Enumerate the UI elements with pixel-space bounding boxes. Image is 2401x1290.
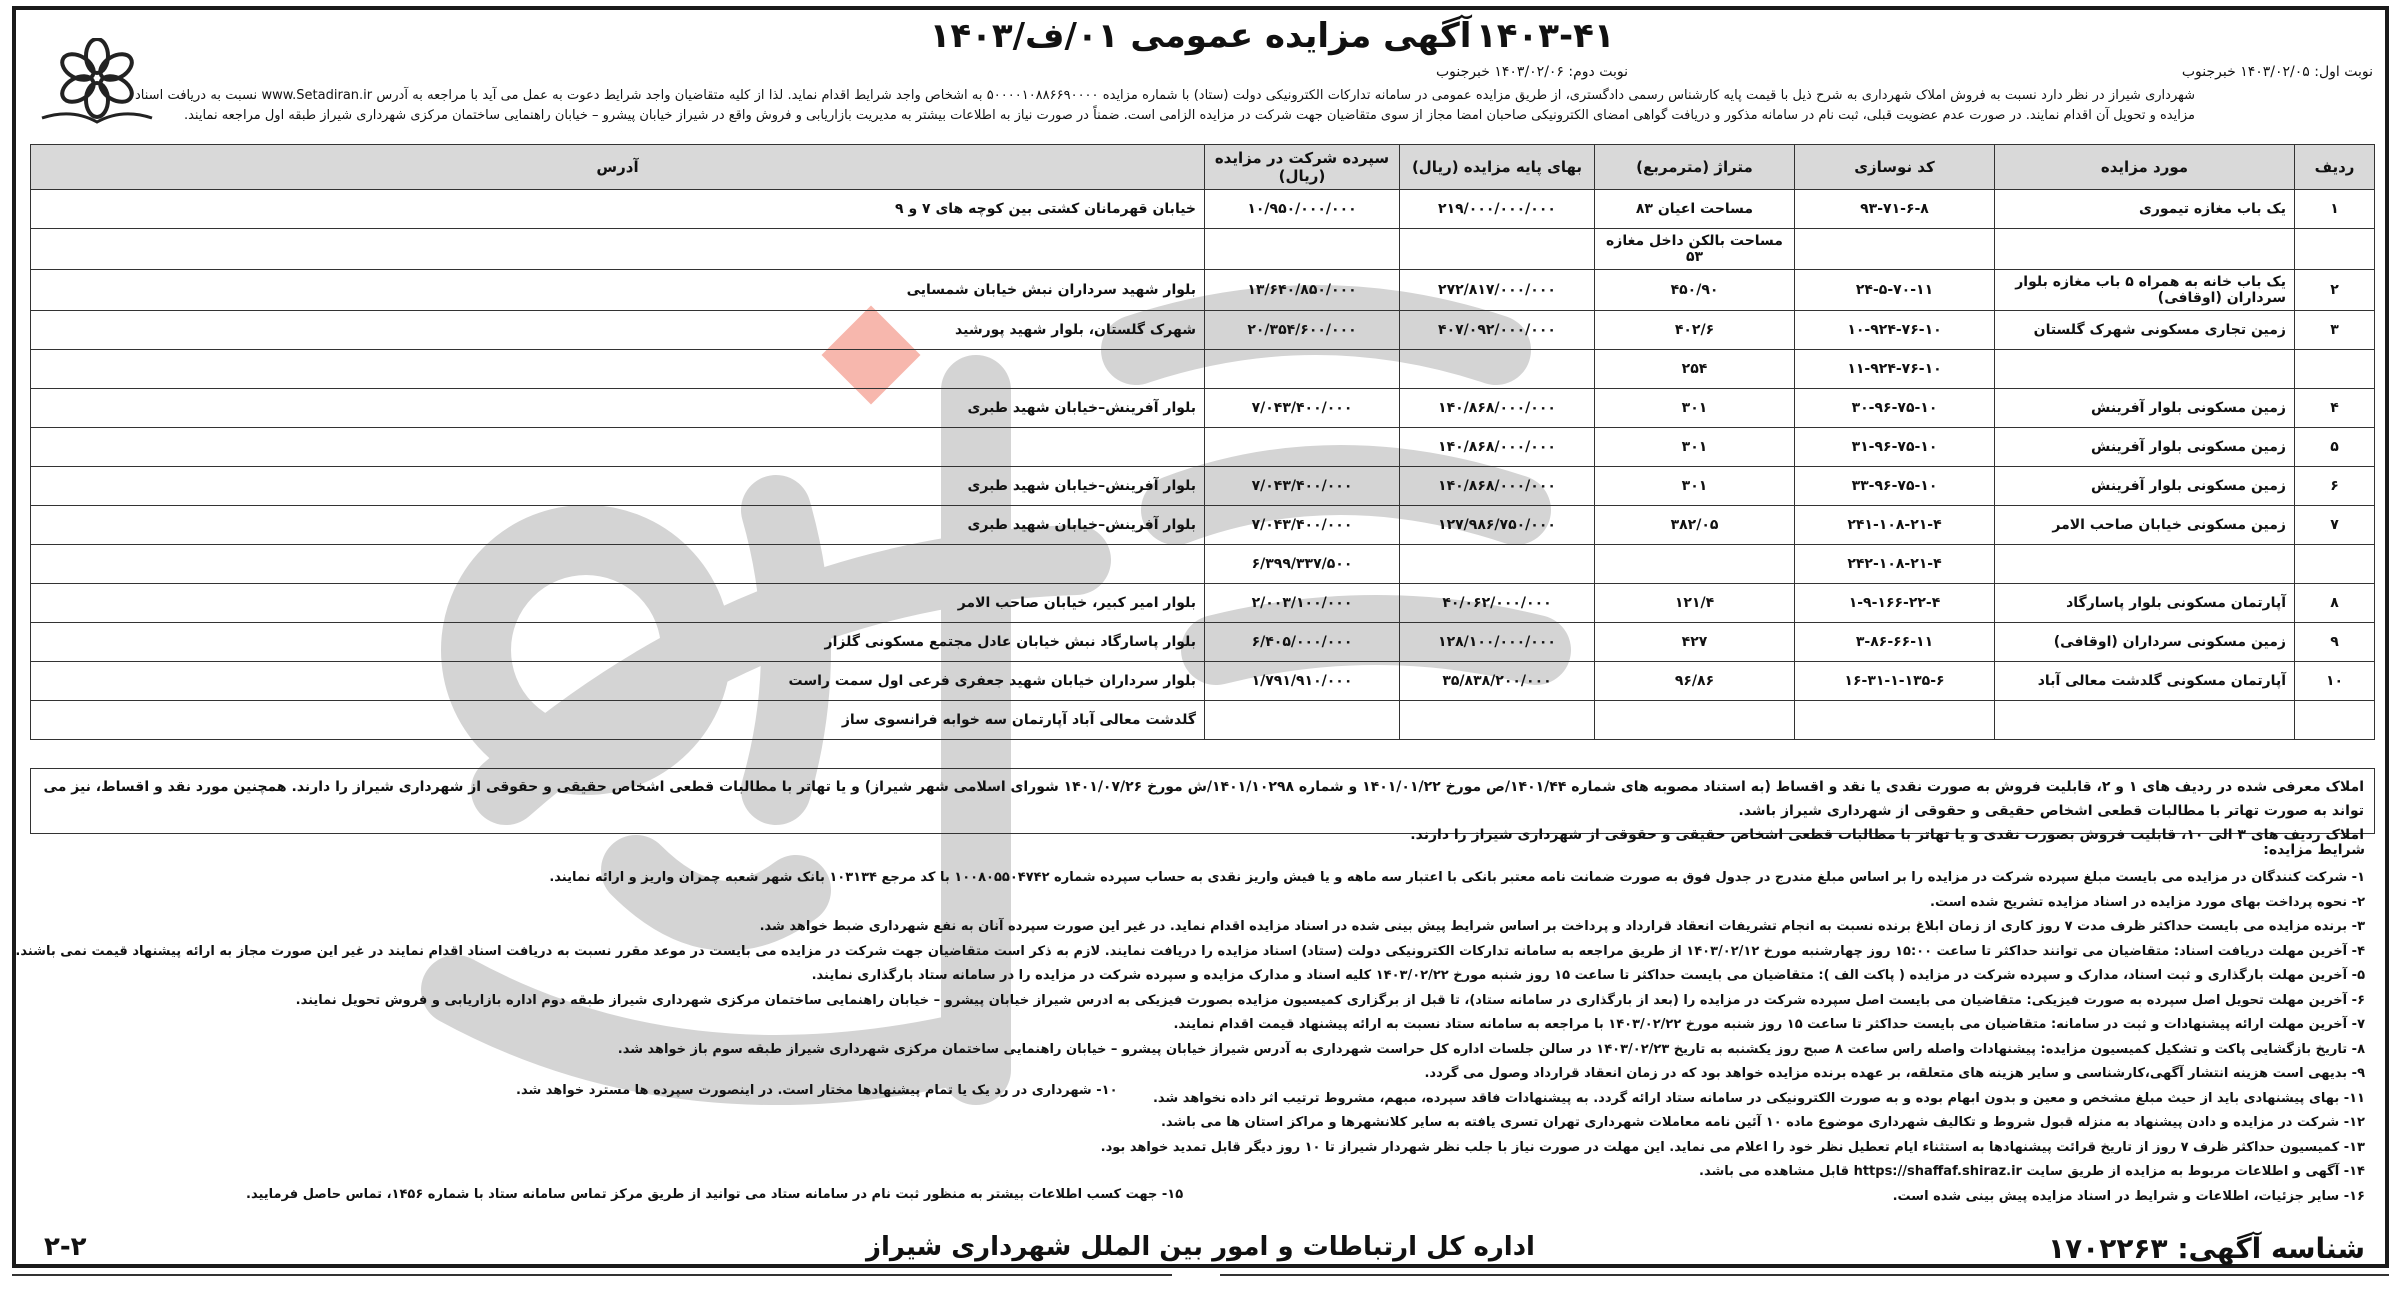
cell-item: یک باب خانه به همراه ۵ باب مغازه بلوار سرداران (اوقافی): [1995, 270, 2295, 311]
table-row: [31, 311, 2375, 350]
cell-address: [31, 428, 1205, 467]
cell-base-price: ۱۲۸/۱۰۰/۰۰۰/۰۰۰: [1400, 623, 1595, 662]
auction-table: [30, 144, 2375, 740]
cell-deposit: ۲۰/۳۵۴/۶۰۰/۰۰۰: [1205, 311, 1400, 350]
cell-area: ۳۰۱: [1595, 389, 1795, 428]
cell-base-price: [1400, 229, 1595, 270]
table-row: [31, 270, 2375, 311]
cell-area: ۹۶/۸۶: [1595, 662, 1795, 701]
header-renovation-code: کد نوسازی: [1795, 145, 1995, 190]
cell-item: آپارتمان مسکونی گلدشت معالی آباد: [1995, 662, 2295, 701]
cell-deposit: [1205, 428, 1400, 467]
cell-item: زمین تجاری مسکونی شهرک گلستان: [1995, 311, 2295, 350]
cell-area: ۳۰۱: [1595, 467, 1795, 506]
cell-address: بلوار سرداران خیابان شهید جعفری فرعی اول سمت راست: [31, 662, 1205, 701]
conditions-list: [15, 866, 2365, 1209]
cell-address: بلوار امیر کبیر، خیابان صاحب الامر: [31, 584, 1205, 623]
cell-base-price: ۱۴۰/۸۶۸/۰۰۰/۰۰۰: [1400, 389, 1595, 428]
table-row: [31, 701, 2375, 740]
cell-item: زمین مسکونی بلوار آفرینش: [1995, 428, 2295, 467]
cell-deposit: [1205, 229, 1400, 270]
cell-base-price: ۱۲۷/۹۸۶/۷۵۰/۰۰۰: [1400, 506, 1595, 545]
header-deposit: سپرده شرکت در مزایده (ریال): [1205, 145, 1400, 190]
intro-paragraph: شهرداری شیراز در نظر دارد نسبت به فروش املاک شهرداری به شرح ذیل با قیمت پایه کارشناس رسمی دادگستری، از طریق مزایده عمومی در سامانه تدارکات الکترونیکی دولت (ستاد) با شماره مزایده ۵۰۰۰۰۱۰۸۸۶۶۹۰۰۰۰ به اشخاص واجد شرایط اقدام نماید. لذا از کلیه متقاضیان واجد شرایط دعوت به عمل می آید با مراجعه به آدرس www.Setadiran.ir نسبت به دریافت اسناد مزایده و تحویل آن اقدام نمایند. در صورت عدم عضویت قبلی، ثبت نام در سامانه مذکور و دریافت گواهی امضای الکترونیکی صاحبان امضا مجاز از سوی متقاضیان جهت شرکت در مزایده الزامی است. ضمناً در صورت نیاز به اطلاعات بیشتر به مدیریت بازاریابی و فروش واقع در شیراز خیابان پیشرو – خیابان راهنمایی ساختمان مرکزی شهرداری شیراز طبقه اول مراجعه نمایند.: [135, 88, 2196, 123]
cell-renovation-code: ۳۱-۹۶-۷۵-۱۰: [1795, 428, 1995, 467]
cell-renovation-code: [1795, 701, 1995, 740]
header-row-number: ردیف: [2295, 145, 2375, 190]
cell-row-number: ۸: [2295, 584, 2375, 623]
cell-area: ۳۰۱: [1595, 428, 1795, 467]
table-row: [31, 190, 2375, 229]
cell-deposit: ۱/۷۹۱/۹۱۰/۰۰۰: [1205, 662, 1400, 701]
condition-item: ۷- آخرین مهلت ارائه پیشنهادات و ثبت در سامانه: متقاضیان می بایست حداکثر تا ساعت ۱۵ روز شنبه مورخ ۱۴۰۳/۰۲/۲۲ با مراجعه به سامانه ستاد نسبت به ارائه پیشنهاد قیمت اقدام نمایند.: [1173, 1017, 2365, 1032]
cell-deposit: [1205, 701, 1400, 740]
municipality-flower-logo-icon: [32, 38, 162, 130]
cell-row-number: ۴: [2295, 389, 2375, 428]
header-item: مورد مزایده: [1995, 145, 2295, 190]
table-row: [31, 584, 2375, 623]
cell-row-number: ۲: [2295, 270, 2375, 311]
cell-item: [1995, 701, 2295, 740]
cell-renovation-code: ۲۴۲-۱۰۸-۲۱-۴: [1795, 545, 1995, 584]
cell-row-number: [2295, 229, 2375, 270]
header-area: متراژ (مترمربع): [1595, 145, 1795, 190]
table-row: [31, 506, 2375, 545]
cell-row-number: ۱۰: [2295, 662, 2375, 701]
cell-item: زمین مسکونی بلوار آفرینش: [1995, 389, 2295, 428]
cell-base-price: ۳۵/۸۳۸/۲۰۰/۰۰۰: [1400, 662, 1595, 701]
table-row: [31, 350, 2375, 389]
cell-row-number: ۱: [2295, 190, 2375, 229]
cell-renovation-code: ۳۳-۹۶-۷۵-۱۰: [1795, 467, 1995, 506]
cell-deposit: ۷/۰۴۳/۴۰۰/۰۰۰: [1205, 467, 1400, 506]
cell-address: بلوار پاسارگاد نبش خیابان عادل مجتمع مسکونی گلزار: [31, 623, 1205, 662]
cell-deposit: ۲/۰۰۳/۱۰۰/۰۰۰: [1205, 584, 1400, 623]
cell-address: بلوار آفرینش–خیابان شهید طبری: [31, 389, 1205, 428]
cell-deposit: ۱۰/۹۵۰/۰۰۰/۰۰۰: [1205, 190, 1400, 229]
cell-area: [1595, 701, 1795, 740]
cell-item: زمین مسکونی خیابان صاحب الامر: [1995, 506, 2295, 545]
cell-item: [1995, 229, 2295, 270]
cell-renovation-code: ۲۴۱-۱۰۸-۲۱-۴: [1795, 506, 1995, 545]
cell-row-number: ۵: [2295, 428, 2375, 467]
cell-item: [1995, 350, 2295, 389]
condition-item: ۲- نحوه پرداخت بهای مورد مزایده در اسناد مزایده تشریح شده است.: [1930, 894, 2365, 910]
condition-item: ۳- برنده مزایده می بایست حداکثر ظرف مدت ۷ روز کاری از زمان ابلاغ برنده نسبت به انجام تشریفات انعقاد قرارداد و پرداخت بر اساس شرایط پیش بینی شده در اسناد مزایده اقدام نماید. در غیر این صورت سپرده آنان به نفع شهرداری ضبط خواهد شد.: [759, 919, 2365, 934]
cell-renovation-code: ۱-۹-۱۶۶-۲۲-۴: [1795, 584, 1995, 623]
cell-base-price: [1400, 350, 1595, 389]
cell-item: یک باب مغازه تیموری: [1995, 190, 2295, 229]
cell-address: شهرک گلستان، بلوار شهید پورشید: [31, 311, 1205, 350]
condition-item: ۱- شرکت کنندگان در مزایده می بایست مبلغ سپرده شرکت در مزایده را بر اساس مبلغ مندرج در جدول فوق به صورت ضمانت نامه معتبر بانکی با اعتبار سه ماهه و یا فیش واریز نقدی به حساب سپرده شماره ۱۰۰۸۰۵۵۰۴۷۴۲ با کد مرجع ۱۰۳۱۳۴ بانک شهر شعبه چمران واریز و ارائه نمایند.: [549, 870, 2365, 885]
cell-row-number: [2295, 701, 2375, 740]
cell-area: ۱۲۱/۴: [1595, 584, 1795, 623]
cell-deposit: [1205, 350, 1400, 389]
cell-area: ۲۵۴: [1595, 350, 1795, 389]
conditions-title: شرایط مزایده:: [2263, 842, 2365, 858]
condition-item: ۱۲- شرکت در مزایده و دادن پیشنهاد به منزله قبول شروط و تکالیف شهرداری موضوع ماده ۱۰ آئین نامه معاملات شهرداری تهران تسری یافته به سایر کلانشهرها و مراکز استان ها می باشد.: [1160, 1115, 2365, 1130]
cell-row-number: ۳: [2295, 311, 2375, 350]
condition-item: ۸- تاریخ بازگشایی پاکت و تشکیل کمیسیون مزایده: پیشنهادات واصله راس ساعت ۸ صبح روز یکشنبه به تاریخ ۱۴۰۳/۰۲/۲۳ در سالن جلسات اداره کل حراست شهرداری به آدرس شیراز خیابان پیشرو – خیابان راهنمایی ساختمان مرکزی شهرداری شیراز طبقه سوم باز خواهد شد.: [617, 1041, 2365, 1057]
cell-base-price: ۴۰۷/۰۹۲/۰۰۰/۰۰۰: [1400, 311, 1595, 350]
table-row: [31, 229, 2375, 270]
table-row: [31, 623, 2375, 662]
cell-base-price: ۴۰/۰۶۲/۰۰۰/۰۰۰: [1400, 584, 1595, 623]
cell-renovation-code: [1795, 229, 1995, 270]
table-row: [31, 389, 2375, 428]
condition-item: ۱۱- بهای پیشنهادی باید از حیث مبلغ مشخص و معین و بدون ابهام بوده و به صورت الکترونیکی در سامانه ستاد ارائه گردد. به پیشنهادات فاقد سپرده، مبهم، مشروط ترتیب اثر داده نخواهد شد.: [1152, 1090, 2365, 1106]
next-ad-border-right: [1220, 1274, 2389, 1288]
cell-row-number: ۶: [2295, 467, 2375, 506]
header-address: آدرس: [31, 145, 1205, 190]
cell-base-price: [1400, 701, 1595, 740]
cell-row-number: [2295, 350, 2375, 389]
cell-area: مساحت اعیان ۸۳: [1595, 190, 1795, 229]
cell-deposit: ۶/۴۰۵/۰۰۰/۰۰۰: [1205, 623, 1400, 662]
cell-item: زمین مسکونی بلوار آفرینش: [1995, 467, 2295, 506]
cell-renovation-code: ۱۶-۳۱-۱-۱۳۵-۶: [1795, 662, 1995, 701]
table-row: [31, 467, 2375, 506]
cell-row-number: [2295, 545, 2375, 584]
next-ad-border-left: [12, 1274, 1172, 1288]
cell-deposit: ۶/۳۹۹/۳۳۷/۵۰۰: [1205, 545, 1400, 584]
cell-deposit: ۷/۰۴۳/۴۰۰/۰۰۰: [1205, 506, 1400, 545]
cell-renovation-code: ۳-۸۶-۶۶-۱۱: [1795, 623, 1995, 662]
condition-item: ۱۴- آگهی و اطلاعات مربوط به مزایده از طریق سایت https://shaffaf.shiraz.ir قابل مشاهده می باشد.: [1699, 1164, 2365, 1179]
note-rows-1-2: املاک معرفی شده در ردیف های ۱ و ۲، قابلیت فروش به صورت نقدی یا نقد و اقساط (به استناد مصوبه های شماره ۱۴۰۱/۴۴/ص مورخ ۱۴۰۱/۰۱/۲۲ و شماره ۱۴۰۱/۱۰۲۹۸/ش مورخ ۱۴۰۱/۰۷/۲۶ شورای اسلامی شهر شیراز) و یا تهاتر با مطالبات قطعی اشخاص حقیقی و حقوقی از شهرداری شیراز را دارند. همچنین مورد نقد و اقساط، نیز می تواند به صورت تهاتر با مطالبات قطعی اشخاص حقیقی و حقوقی از شهرداری شیراز باشد.: [43, 779, 2364, 819]
condition-item: ۱۳- کمیسیون حداکثر ظرف ۷ روز از تاریخ قرائت پیشنهادها به استثناء ایام تعطیل نظر خود را اعلام می نماید. این مهلت در صورت نیاز با جلب نظر شهردار شیراز تا ۱۰ روز دیگر قابل تمدید خواهد بود.: [1100, 1139, 2365, 1155]
publication-turn-2: نوبت دوم: ۱۴۰۳/۰۲/۰۶ خبرجنوب: [1436, 64, 1629, 80]
cell-address: بلوار آفرینش–خیابان شهید طبری: [31, 467, 1205, 506]
cell-base-price: [1400, 545, 1595, 584]
cell-area: [1595, 545, 1795, 584]
note-rows-3-10: املاک ردیف های ۳ الی ۱۰، قابلیت فروش بصورت نقدی و یا تهاتر با مطالبات قطعی اشخاص حقیقی و حقوقی از شهرداری شیراز را دارند.: [1410, 827, 2364, 843]
cell-address: [31, 545, 1205, 584]
condition-item: ۴- آخرین مهلت دریافت اسناد: متقاضیان می توانند حداکثر تا ساعت ۱۵:۰۰ روز چهارشنبه مورخ ۱۴۰۳/۰۲/۱۲ از طریق مراجعه به سامانه تدارکات الکترونیکی دولت (ستاد) اسناد مزایده را دریافت نمایند. لازم به ذکر است متقاضیان جهت شرکت در مزایده می بایست در موعد مقرر نسبت به دریافت اسناد اقدام نمایند در غیر این صورت مجاز به ارائه پیشنهاد قیمت نمی باشند.: [15, 943, 2365, 959]
condition-item: ۹- بدیهی است هزینه انتشار آگهی،کارشناسی و سایر هزینه های متعلقه، بر عهده برنده مزایده خواهد بود که در زمان انعقاد قرارداد وصول می گردد.: [1424, 1066, 2365, 1081]
advertisement-frame: [12, 6, 2389, 1268]
cell-area: ۴۰۲/۶: [1595, 311, 1795, 350]
cell-item: زمین مسکونی سرداران (اوقافی): [1995, 623, 2295, 662]
cell-address: گلدشت معالی آباد آپارتمان سه خوابه فرانسوی ساز: [31, 701, 1205, 740]
cell-area: مساحت بالکن داخل مغازه ۵۳: [1595, 229, 1795, 270]
cell-item: [1995, 545, 2295, 584]
cell-renovation-code: ۲۴-۵-۷۰-۱۱: [1795, 270, 1995, 311]
cell-item: آپارتمان مسکونی بلوار پاسارگاد: [1995, 584, 2295, 623]
cell-deposit: ۱۳/۶۴۰/۸۵۰/۰۰۰: [1205, 270, 1400, 311]
ad-title: آگهی مزایده عمومی ۰۱/ف/۱۴۰۳: [929, 16, 1472, 56]
cell-base-price: ۲۱۹/۰۰۰/۰۰۰/۰۰۰: [1400, 190, 1595, 229]
cell-renovation-code: ۱۱-۹۲۴-۷۶-۱۰: [1795, 350, 1995, 389]
publication-turn-1: نوبت اول: ۱۴۰۳/۰۲/۰۵ خبرجنوب: [2181, 64, 2373, 80]
sale-terms-note: [30, 768, 2375, 843]
table-header-row: [31, 145, 2375, 190]
cell-base-price: ۱۴۰/۸۶۸/۰۰۰/۰۰۰: [1400, 467, 1595, 506]
cell-area: ۳۸۲/۰۵: [1595, 506, 1795, 545]
cell-row-number: ۹: [2295, 623, 2375, 662]
cell-row-number: ۷: [2295, 506, 2375, 545]
condition-item: ۵- آخرین مهلت بارگذاری و ثبت اسناد، مدارک و سپرده شرکت در مزایده ( پاکت الف ): متقاضیان می بایست حداکثر تا ساعت ۱۵ روز شنبه مورخ ۱۴۰۳/۰۲/۲۲ کلیه اسناد و مدارک مزایده و سپرده شرکت در مزایده را در سامانه ستاد بارگذاری نمایند.: [811, 968, 2365, 983]
ad-number: ۱۴۰۳-۴۱: [1476, 16, 1615, 56]
ad-identifier: شناسه آگهی: ۱۷۰۲۲۶۳: [2047, 1232, 2365, 1265]
cell-address: بلوار آفرینش–خیابان شهید طبری: [31, 506, 1205, 545]
cell-address: [31, 229, 1205, 270]
header-base-price: بهای پایه مزایده (ریال): [1400, 145, 1595, 190]
cell-area: ۴۲۷: [1595, 623, 1795, 662]
condition-item-10: ۱۰- شهرداری در رد یک یا تمام پیشنهادها مختار است. در اینصورت سپرده ها مسترد خواهد شد.: [516, 1083, 1118, 1098]
cell-renovation-code: ۱۰-۹۲۴-۷۶-۱۰: [1795, 311, 1995, 350]
cell-address: خیابان قهرمانان کشتی بین کوچه های ۷ و ۹: [31, 190, 1205, 229]
condition-item: ۶- آخرین مهلت تحویل اصل سپرده به صورت فیزیکی: متقاضیان می بایست اصل سپرده شرکت در مزایده را (بعد از بارگذاری در سامانه ستاد)، تا قبل از برگزاری کمیسیون مزایده بصورت فیزیکی به ادرس شیراز خیابان پیشرو – خیابان راهنمایی ساختمان مرکزی شهرداری شیراز طبقه دوم اداره بازاریابی و فروش تحویل نمایند.: [295, 992, 2365, 1008]
table-row: [31, 428, 2375, 467]
cell-base-price: ۲۷۲/۸۱۷/۰۰۰/۰۰۰: [1400, 270, 1595, 311]
cell-address: [31, 350, 1205, 389]
cell-address: بلوار شهید سرداران نبش خیابان شمسایی: [31, 270, 1205, 311]
condition-item-15: ۱۵- جهت کسب اطلاعات بیشتر به منظور ثبت نام در سامانه ستاد می توانید از طریق مرکز تماس سامانه ستاد با شماره ۱۴۵۶، تماس حاصل فرمایید.: [246, 1187, 1184, 1202]
table-row: [31, 545, 2375, 584]
issuing-department: اداره کل ارتباطات و امور بین الملل شهرداری شیراز: [866, 1232, 1535, 1262]
cell-renovation-code: ۳۰-۹۶-۷۵-۱۰: [1795, 389, 1995, 428]
cell-renovation-code: ۹۳-۷۱-۶-۸: [1795, 190, 1995, 229]
table-row: [31, 662, 2375, 701]
cell-deposit: ۷/۰۴۳/۴۰۰/۰۰۰: [1205, 389, 1400, 428]
condition-item: ۱۶- سایر جزئیات، اطلاعات و شرایط در اسناد مزایده پیش بینی شده است.: [1892, 1188, 2365, 1204]
cell-area: ۴۵۰/۹۰: [1595, 270, 1795, 311]
cell-base-price: ۱۴۰/۸۶۸/۰۰۰/۰۰۰: [1400, 428, 1595, 467]
page-number: ۲-۲: [44, 1232, 87, 1262]
